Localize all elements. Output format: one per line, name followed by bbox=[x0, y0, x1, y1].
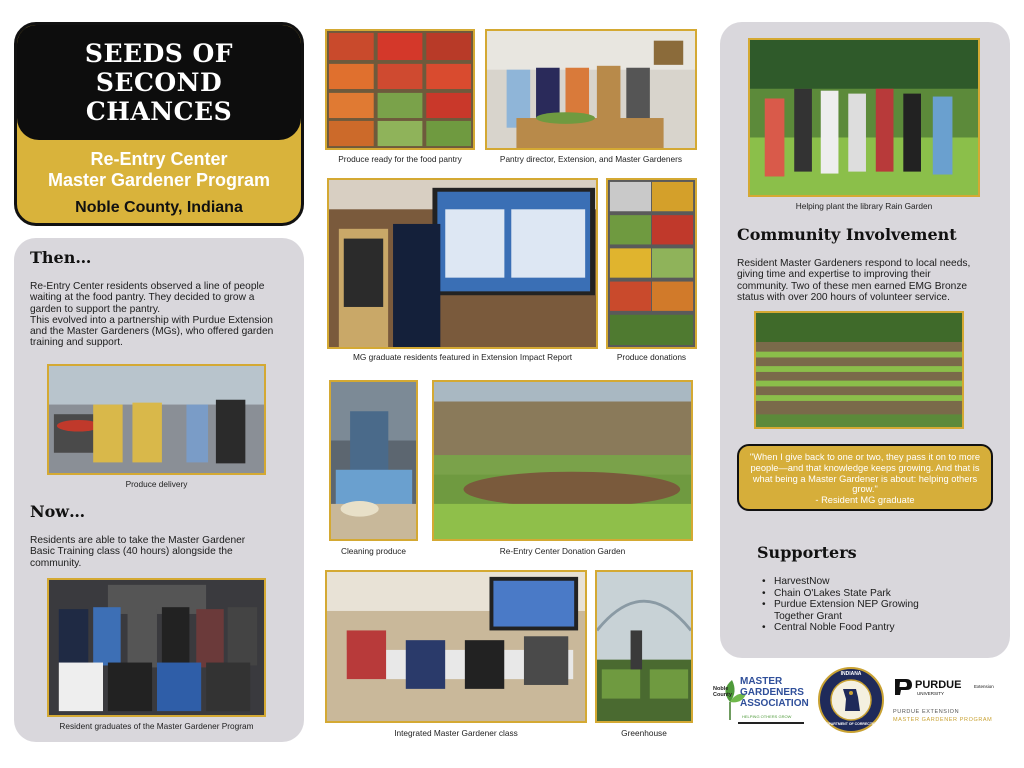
rain-garden-photo bbox=[748, 38, 980, 197]
quote-attribution: - Resident MG graduate bbox=[815, 495, 915, 506]
now-heading: Now… bbox=[30, 502, 86, 521]
supporter-item: • Central Noble Food Pantry bbox=[760, 622, 950, 634]
supporter-item: • Purdue Extension NEP Growing Together Grant bbox=[760, 599, 950, 622]
supporters-heading: Supporters bbox=[757, 543, 857, 562]
county-label: Noble County, Indiana bbox=[75, 199, 243, 216]
rain-garden-caption: Helping plant the library Rain Garden bbox=[795, 201, 933, 211]
cleaning-caption: Cleaning produce bbox=[340, 546, 407, 556]
quote-text: "When I give back to one or two, they pass it on to more people—and that knowledge keeps growing. And that is what being a Master Gardener is about: helping others grow." bbox=[749, 452, 981, 495]
greenhouse-caption: Greenhouse bbox=[621, 728, 667, 738]
now-text: Residents are able to take the Master Gardener Basic Training class (40 hours) alongside the community. bbox=[30, 535, 246, 569]
program-subtitle: Re-Entry Center Master Gardener Program bbox=[47, 149, 271, 190]
donations-photo bbox=[606, 178, 697, 349]
supporter-item: • HarvestNow bbox=[760, 576, 950, 588]
purdue-p-icon bbox=[893, 678, 913, 696]
resident-quote bbox=[737, 444, 993, 511]
indiana-doc-seal: INDIANA DEPARTMENT OF CORRECTION bbox=[818, 667, 884, 733]
noble-county-mg-logo: Noble County MASTER GARDENERS ASSOCIATION HELPING OTHERS GROW bbox=[712, 672, 810, 728]
graduates-caption: Resident graduates of the Master Gardener Program bbox=[59, 721, 254, 731]
graduates-photo bbox=[47, 578, 266, 717]
food-pantry-photo bbox=[325, 29, 475, 150]
poster-title: SEEDS OF SECOND CHANCES bbox=[84, 39, 234, 126]
donations-caption: Produce donations bbox=[616, 352, 687, 362]
purdue-extension-logo: PURDUE UNIVERSITY Extension PURDUE EXTENSION MASTER GARDENER PROGRAM bbox=[893, 679, 994, 723]
impact-report-photo bbox=[327, 178, 598, 349]
pantry-director-photo bbox=[485, 29, 697, 150]
impact-report-caption: MG graduate residents featured in Extension Impact Report bbox=[352, 352, 573, 362]
pantry-director-caption: Pantry director, Extension, and Master Gardeners bbox=[499, 154, 683, 164]
cleaning-produce-photo bbox=[329, 380, 418, 541]
garden-rows-photo bbox=[754, 311, 964, 429]
then-heading: Then… bbox=[30, 248, 92, 267]
then-text: Re-Entry Center residents observed a line of people waiting at the food pantry. They decided to grow a garden to support the pantry. This evolved into a partnership with Purdue Extension and the Master Gardeners (MGs), who offered garden training and support. bbox=[30, 281, 274, 349]
produce-delivery-caption: Produce delivery bbox=[125, 479, 188, 489]
community-text: Resident Master Gardeners respond to local needs, giving time and expertise to improving their community. Two of these men earned EMG Bronze status with over 200 hours of volunteer service. bbox=[737, 258, 971, 303]
supporters-list bbox=[760, 576, 950, 634]
title-block bbox=[14, 22, 304, 226]
donation-garden-caption: Re-Entry Center Donation Garden bbox=[499, 546, 626, 556]
community-heading: Community Involvement bbox=[737, 225, 957, 244]
supporter-item: • Chain O'Lakes State Park bbox=[760, 588, 950, 600]
donation-garden-photo bbox=[432, 380, 693, 541]
mg-class-caption: Integrated Master Gardener class bbox=[394, 728, 518, 738]
food-pantry-caption: Produce ready for the food pantry bbox=[338, 154, 462, 164]
produce-delivery-photo bbox=[47, 364, 266, 475]
title-banner bbox=[17, 25, 301, 140]
mg-class-photo bbox=[325, 570, 587, 723]
greenhouse-photo bbox=[595, 570, 693, 723]
